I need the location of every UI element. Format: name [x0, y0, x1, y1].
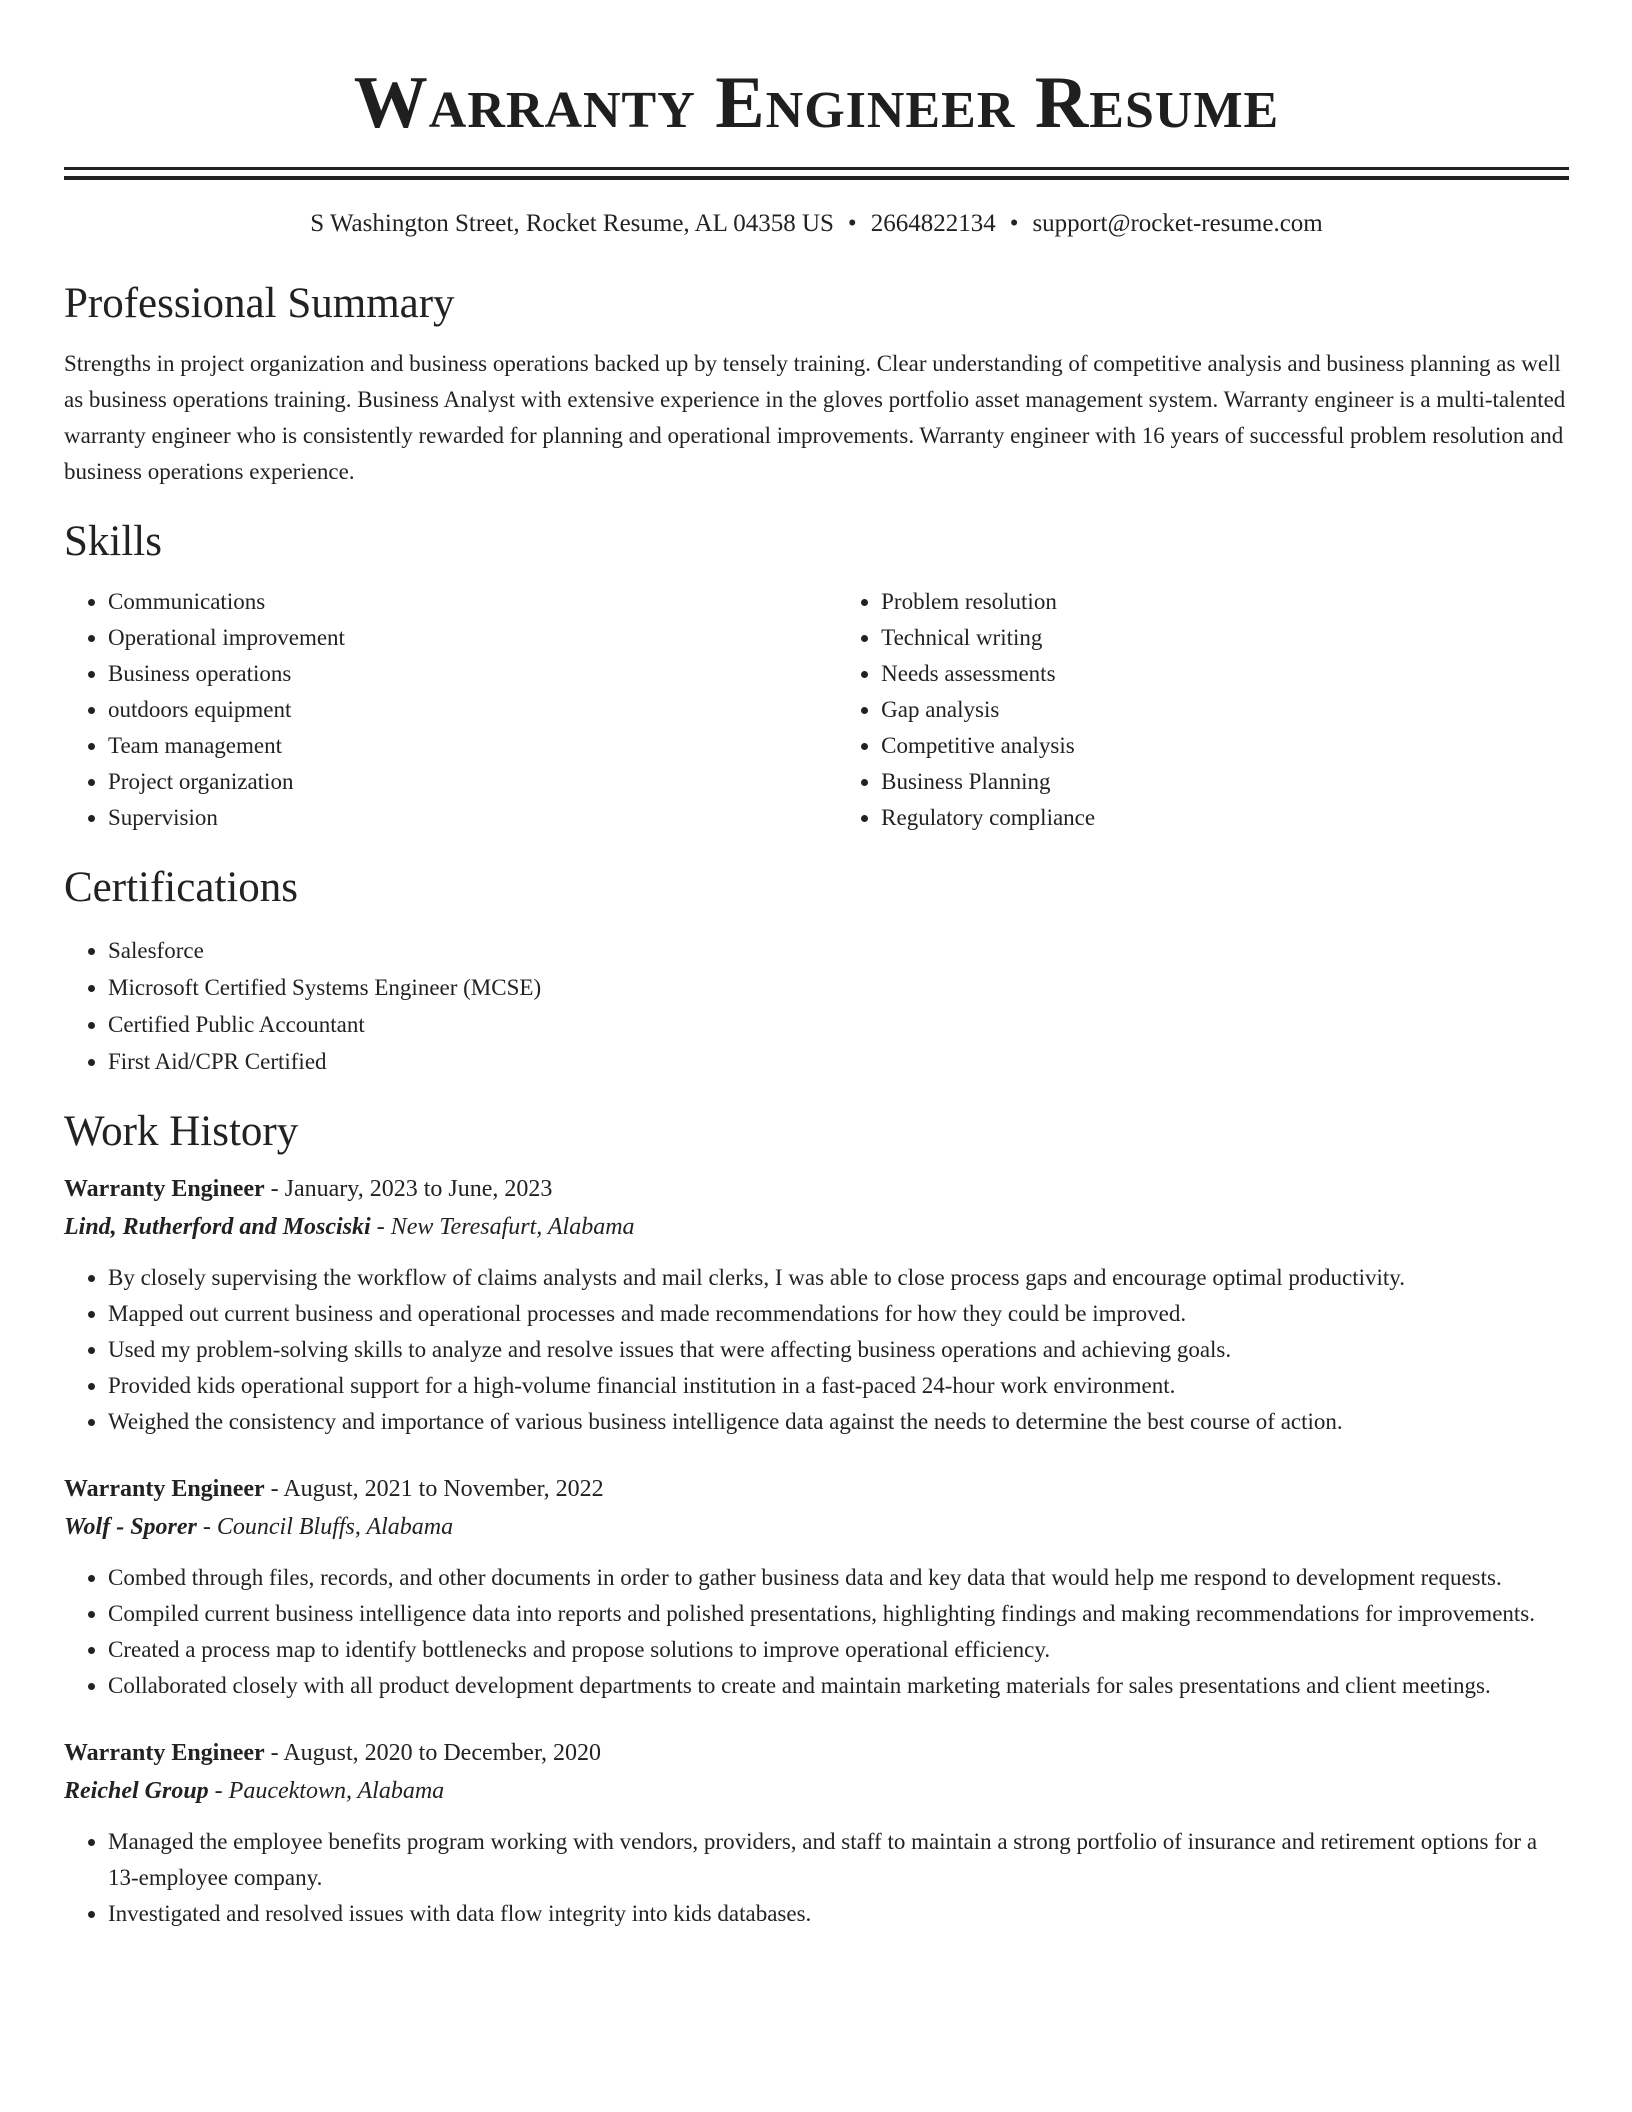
contact-phone: 2664822134 — [870, 210, 996, 237]
job-bullet: • Managed the employee benefits program working with vendors, providers, and staff to maintain a strong portfolio of insurance and retirement options for a 13-employee company. — [108, 1824, 1569, 1896]
skill-item: • Supervision — [108, 800, 837, 836]
contact-separator: • — [847, 210, 857, 237]
job-dates: - January, 2023 to June, 2023 — [264, 1176, 553, 1202]
skill-item: • Operational improvement — [108, 620, 837, 656]
skill-item: • Business operations — [108, 656, 837, 692]
title-divider — [64, 167, 1569, 180]
skill-item: • Team management — [108, 728, 837, 764]
skills-grid — [64, 584, 1569, 836]
job-role: Warranty Engineer — [64, 1476, 265, 1502]
job-role: Warranty Engineer — [64, 1740, 265, 1766]
job-bullet: • Collaborated closely with all product development departments to create and maintain marketing materials for sales presentations and client meetings. — [108, 1668, 1569, 1704]
job-company-line — [64, 1772, 1569, 1810]
job-bullet: • Combed through files, records, and other documents in order to gather business data and key data that would help me respond to development requests. — [108, 1560, 1569, 1596]
job-location: - Paucektown, Alabama — [208, 1778, 445, 1804]
job-bullet: • Investigated and resolved issues with data flow integrity into kids databases. — [108, 1896, 1569, 1932]
job-dates: - August, 2021 to November, 2022 — [264, 1476, 604, 1502]
job-bullets — [64, 1560, 1569, 1704]
job-bullet: • Used my problem-solving skills to analyze and resolve issues that were affecting business operations and achieving goals. — [108, 1332, 1569, 1368]
certifications-heading: Certifications — [64, 864, 299, 911]
job-header — [64, 1734, 1569, 1772]
job-role: Warranty Engineer — [64, 1176, 265, 1202]
job-entry — [64, 1734, 1569, 1932]
skills-heading: Skills — [64, 518, 162, 565]
job-bullet: • Compiled current business intelligence data into reports and polished presentations, highlighting findings and making recommendations for improvements. — [108, 1596, 1569, 1632]
certification-item: • Microsoft Certified Systems Engineer (MCSE) — [108, 969, 1569, 1006]
summary-heading: Professional Summary — [64, 280, 455, 327]
job-bullet: • Weighed the consistency and importance of various business intelligence data against the needs to determine the best course of action. — [108, 1404, 1569, 1440]
skill-item: • Technical writing — [881, 620, 1569, 656]
work-history-heading: Work History — [64, 1108, 299, 1155]
skills-right-list — [837, 584, 1569, 836]
job-dates: - August, 2020 to December, 2020 — [264, 1740, 601, 1766]
skill-item: • Gap analysis — [881, 692, 1569, 728]
job-entry — [64, 1170, 1569, 1440]
skill-item: • Problem resolution — [881, 584, 1569, 620]
job-company-line — [64, 1508, 1569, 1546]
certification-item: • Certified Public Accountant — [108, 1006, 1569, 1043]
contact-separator: • — [1009, 210, 1019, 237]
skill-item: • Regulatory compliance — [881, 800, 1569, 836]
contact-email: support@rocket-resume.com — [1032, 210, 1323, 237]
job-entry — [64, 1470, 1569, 1704]
skill-item: • Business Planning — [881, 764, 1569, 800]
skill-item: • Competitive analysis — [881, 728, 1569, 764]
job-header — [64, 1170, 1569, 1208]
job-header — [64, 1470, 1569, 1508]
job-company: Wolf - Sporer — [64, 1514, 197, 1540]
contact-address: S Washington Street, Rocket Resume, AL 04358 US — [310, 210, 834, 237]
job-bullets — [64, 1824, 1569, 1932]
certifications-list — [64, 932, 1569, 1080]
job-bullets — [64, 1260, 1569, 1440]
skill-item: • Communications — [108, 584, 837, 620]
skill-item: • Needs assessments — [881, 656, 1569, 692]
job-location: - New Teresafurt, Alabama — [370, 1214, 635, 1240]
resume-title: Warranty Engineer Resume — [353, 62, 1280, 144]
certification-item: • First Aid/CPR Certified — [108, 1043, 1569, 1080]
job-company: Lind, Rutherford and Mosciski — [64, 1214, 371, 1240]
skill-item: • outdoors equipment — [108, 692, 837, 728]
job-company: Reichel Group — [64, 1778, 209, 1804]
job-bullet: • By closely supervising the workflow of claims analysts and mail clerks, I was able to close process gaps and encourage optimal productivity. — [108, 1260, 1569, 1296]
job-bullet: • Mapped out current business and operational processes and made recommendations for how they could be improved. — [108, 1296, 1569, 1332]
job-bullet: • Created a process map to identify bottlenecks and propose solutions to improve operational efficiency. — [108, 1632, 1569, 1668]
certification-item: • Salesforce — [108, 932, 1569, 969]
contact-line — [64, 208, 1569, 240]
job-company-line — [64, 1208, 1569, 1246]
summary-text: Strengths in project organization and business operations backed up by tensely training. Clear understanding of competitive analysis and business planning as well as business operations training. Business Analyst with extensive experience in the gloves portfolio asset management system. Warranty engineer is a multi-talented warranty engineer who is consistently rewarded for planning and operational improvements. Warranty engineer with 16 years of successful problem resolution and business operations experience. — [64, 351, 1566, 484]
skill-item: • Project organization — [108, 764, 837, 800]
job-bullet: • Provided kids operational support for a high-volume financial institution in a fast-paced 24-hour work environment. — [108, 1368, 1569, 1404]
skills-left-list — [64, 584, 837, 836]
job-location: - Council Bluffs, Alabama — [196, 1514, 454, 1540]
